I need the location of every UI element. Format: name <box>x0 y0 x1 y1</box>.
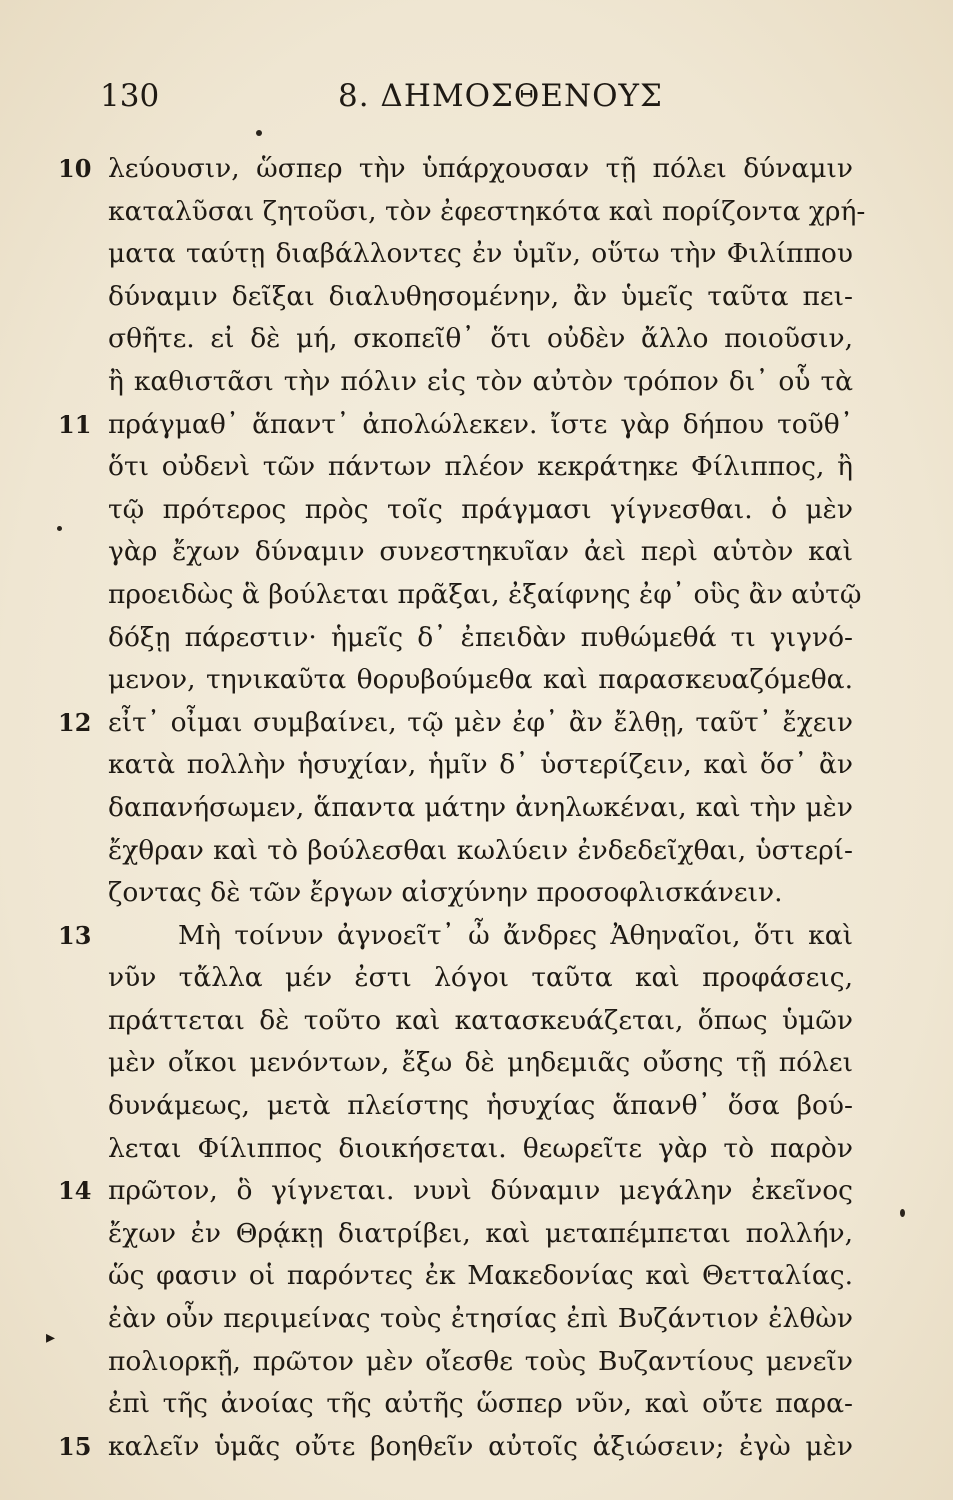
ink-speck-icon <box>57 526 62 531</box>
line-text: καλεῖν ὑμᾶς οὔτε βοηθεῖν αὐτοῖς ἀξιώσειν; ἐγὼ μὲν <box>108 1430 853 1462</box>
text-line <box>0 617 953 660</box>
line-text: ἐὰν οὖν περιμείνας τοὺς ἐτησίας ἐπὶ Βυζάντιον ἐλθὼν <box>108 1303 853 1335</box>
text-line <box>0 915 953 958</box>
line-text: γὰρ ἔχων δύναμιν συνεστηκυῖαν ἀεὶ περὶ αὑτὸν καὶ <box>108 536 853 568</box>
text-line <box>0 1255 953 1298</box>
running-head: 8. ΔΗΜΟΣΘΕΝΟΥΣ <box>338 78 663 114</box>
line-text: προειδὼς ἃ βούλεται πρᾶξαι, ἐξαίφνης ἐφ᾿ οὓς ἂν αὐτῷ <box>108 578 862 610</box>
section-number: 15 <box>58 1431 92 1461</box>
line-text: ἔχων ἐν Θρᾴκῃ διατρίβει, καὶ μεταπέμπεται πολλήν, <box>108 1217 853 1249</box>
line-text: Μὴ τοίνυν ἀγνοεῖτ᾿ ὦ ἄνδρες Ἀθηναῖοι, ὅτι καὶ <box>178 919 853 951</box>
line-text: μενον, τηνικαῦτα θορυβούμεθα καὶ παρασκευαζόμεθα. <box>108 664 853 696</box>
text-line <box>0 1383 953 1426</box>
text-line <box>0 148 953 191</box>
section-number: 11 <box>58 409 92 439</box>
line-text: δόξῃ πάρεστιν· ἡμεῖς δ᾿ ἐπειδὰν πυθώμεθά τι γιγνό- <box>108 621 853 653</box>
text-line <box>0 1341 953 1384</box>
section-number: 10 <box>58 154 92 183</box>
text-line <box>0 446 953 489</box>
line-text: σθῆτε. εἰ δὲ μή, σκοπεῖθ᾿ ὅτι οὐδὲν ἄλλο ποιοῦσιν, <box>108 323 853 355</box>
line-text: δυνάμεως, μετὰ πλείστης ἡσυχίας ἅπανθ᾿ ὅσα βού- <box>108 1090 853 1122</box>
line-text: ἢ καθιστᾶσι τὴν πόλιν εἰς τὸν αὐτὸν τρόπον δι᾿ οὗ τὰ <box>108 365 853 397</box>
text-line <box>0 787 953 830</box>
line-text: πράγμαθ᾿ ἅπαντ᾿ ἀπολώλεκεν. ἴστε γὰρ δήπου τοῦθ᾿ <box>108 408 853 440</box>
line-text: ζοντας δὲ τῶν ἔργων αἰσχύνην προσοφλισκάνειν. <box>108 877 783 909</box>
text-line <box>0 361 953 404</box>
ink-speck-icon <box>900 1209 905 1217</box>
text-line <box>0 1170 953 1213</box>
line-text: τῷ πρότερος πρὸς τοῖς πράγμασι γίγνεσθαι. ὁ μὲν <box>108 493 853 525</box>
text-line <box>0 830 953 873</box>
text-line <box>0 1042 953 1085</box>
line-text: πράττεται δὲ τοῦτο καὶ κατασκευάζεται, ὅπως ὑμῶν <box>108 1004 853 1036</box>
line-text: δαπανήσωμεν, ἅπαντα μάτην ἀνηλωκέναι, καὶ τὴν μὲν <box>108 791 853 823</box>
ink-speck-icon <box>256 130 262 136</box>
line-text: νῦν τἄλλα μέν ἐστι λόγοι ταῦτα καὶ προφάσεις, <box>108 962 853 994</box>
text-line <box>0 957 953 1000</box>
line-text: μὲν οἴκοι μενόντων, ἔξω δὲ μηδεμιᾶς οὔσης τῇ πόλει <box>108 1047 853 1079</box>
line-text: καταλῦσαι ζητοῦσι, τὸν ἐφεστηκότα καὶ πορίζοντα χρή- <box>108 195 866 227</box>
line-text: ματα ταύτῃ διαβάλλοντες ἐν ὑμῖν, οὕτω τὴν Φιλίππου <box>108 238 853 270</box>
section-number: 14 <box>58 1176 92 1206</box>
text-line <box>0 1000 953 1043</box>
page-number: 130 <box>100 78 160 114</box>
line-text: εἶτ᾿ οἶμαι συμβαίνει, τῷ μὲν ἐφ᾿ ἂν ἔλθῃ, ταῦτ᾿ ἔχειν <box>108 706 853 738</box>
text-line <box>0 744 953 787</box>
text-line <box>0 1426 953 1469</box>
line-text: λεύουσιν, ὥσπερ τὴν ὑπάρχουσαν τῇ πόλει δύναμιν <box>108 153 853 184</box>
text-line <box>0 233 953 276</box>
line-text: ὥς φασιν οἱ παρόντες ἐκ Μακεδονίας καὶ Θετταλίας. <box>108 1260 853 1292</box>
text-line <box>0 872 953 915</box>
main-text <box>0 148 953 1468</box>
line-text: δύναμιν δεῖξαι διαλυθησομένην, ἂν ὑμεῖς ταῦτα πει- <box>108 280 853 312</box>
text-line <box>0 1128 953 1171</box>
margin-arrow-icon: ▸ <box>46 1327 56 1348</box>
text-line <box>0 404 953 447</box>
text-line <box>0 1298 953 1341</box>
text-line <box>0 574 953 617</box>
text-line <box>0 702 953 745</box>
text-line <box>0 489 953 532</box>
line-text: ὅτι οὐδενὶ τῶν πάντων πλέον κεκράτηκε Φίλιππος, ἢ <box>108 451 853 483</box>
line-text: πολιορκῇ, πρῶτον μὲν οἴεσθε τοὺς Βυζαντίους μενεῖν <box>108 1345 853 1377</box>
section-number: 12 <box>58 707 92 737</box>
text-line <box>0 531 953 574</box>
text-line <box>0 659 953 702</box>
line-text: κατὰ πολλὴν ἡσυχίαν, ἡμῖν δ᾿ ὑστερίζειν, καὶ ὅσ᾿ ἂν <box>108 749 853 781</box>
line-text: λεται Φίλιππος διοικήσεται. θεωρεῖτε γὰρ τὸ παρὸν <box>108 1132 853 1164</box>
text-line <box>0 1213 953 1256</box>
text-line <box>0 276 953 319</box>
text-line <box>0 318 953 361</box>
text-line <box>0 191 953 234</box>
page-header <box>100 78 860 118</box>
line-text: πρῶτον, ὃ γίγνεται. νυνὶ δύναμιν μεγάλην ἐκεῖνος <box>108 1175 853 1207</box>
text-line <box>0 1085 953 1128</box>
section-number: 13 <box>58 920 92 950</box>
line-text: ἐπὶ τῆς ἀνοίας τῆς αὐτῆς ὥσπερ νῦν, καὶ οὔτε παρα- <box>108 1388 853 1420</box>
line-text: ἔχθραν καὶ τὸ βούλεσθαι κωλύειν ἐνδεδεῖχθαι, ὑστερί- <box>108 834 853 866</box>
